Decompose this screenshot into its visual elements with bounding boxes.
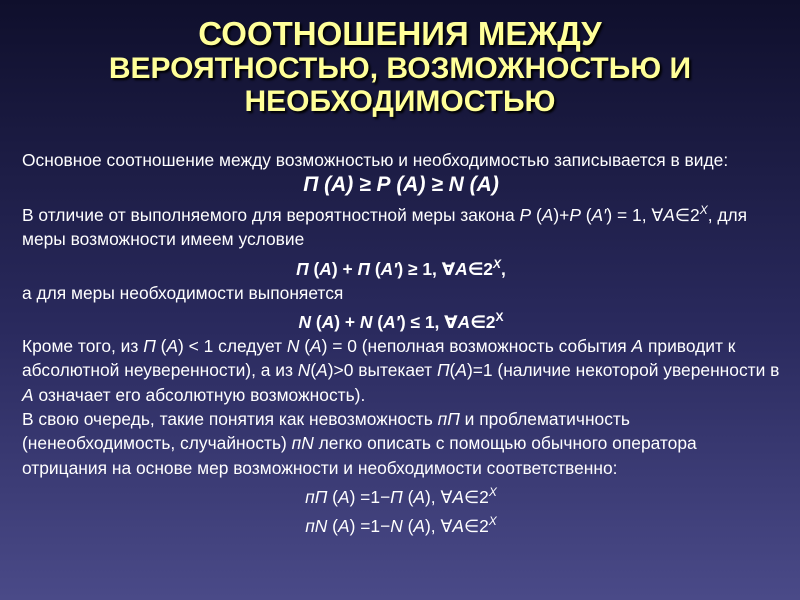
slide-body: [22, 148, 780, 538]
paragraph-necessity-intro: а для меры необходимости выпоняется: [22, 282, 344, 303]
title-line-3: НЕОБХОДИМОСТЬЮ: [244, 85, 556, 118]
formula-main-relation: П (А) ≥ Р (А) ≥ N (А): [303, 173, 499, 197]
formula-possibility-condition: П (А) + П (А′) ≥ 1, $\forall А\in 2^X$,: [296, 256, 506, 279]
paragraph-negation: В свою очередь, такие понятия как невозможность пП и проблематичность (ненеобходимость, случайность) пN легко описать с помощью обычного оператора отрицания на основе мер возможности и необходимости соответственно:: [22, 409, 697, 478]
slide-title: [20, 16, 780, 118]
paragraph-probability-law: В отличие от выполняемого для вероятностной меры закона Р (А)+Р (А′) = 1, $\forall А\in 2^X$, для меры возможности имеем условие: [22, 203, 748, 250]
formula-impossibility: пП (А) =1−П (А), $\forall А\in 2^X$: [305, 484, 497, 507]
paragraph-consequences: Кроме того, из П (А) < 1 следует N (А) = 0 (неполная возможность события А приводит к абсолютной неуверенности), а из N(А)>0 вытекает П(А)=1 (наличие некоторой уверенности в А означает его абсолютную возможность).: [22, 336, 780, 405]
title-line-2: ВЕРОЯТНОСТЬЮ, ВОЗМОЖНОСТЬЮ И: [108, 52, 692, 85]
title-line-1: СООТНОШЕНИЯ МЕЖДУ: [198, 15, 602, 52]
formula-contingency: пN (А) =1−N (А), $\forall А\in 2^X$: [305, 514, 497, 536]
paragraph-intro: Основное соотношение между возможностью и необходимостью записывается в виде:: [22, 150, 729, 170]
formula-necessity-condition: N (А) + N (А′) ≤ 1, $\forall А\in 2^X$: [298, 310, 504, 332]
